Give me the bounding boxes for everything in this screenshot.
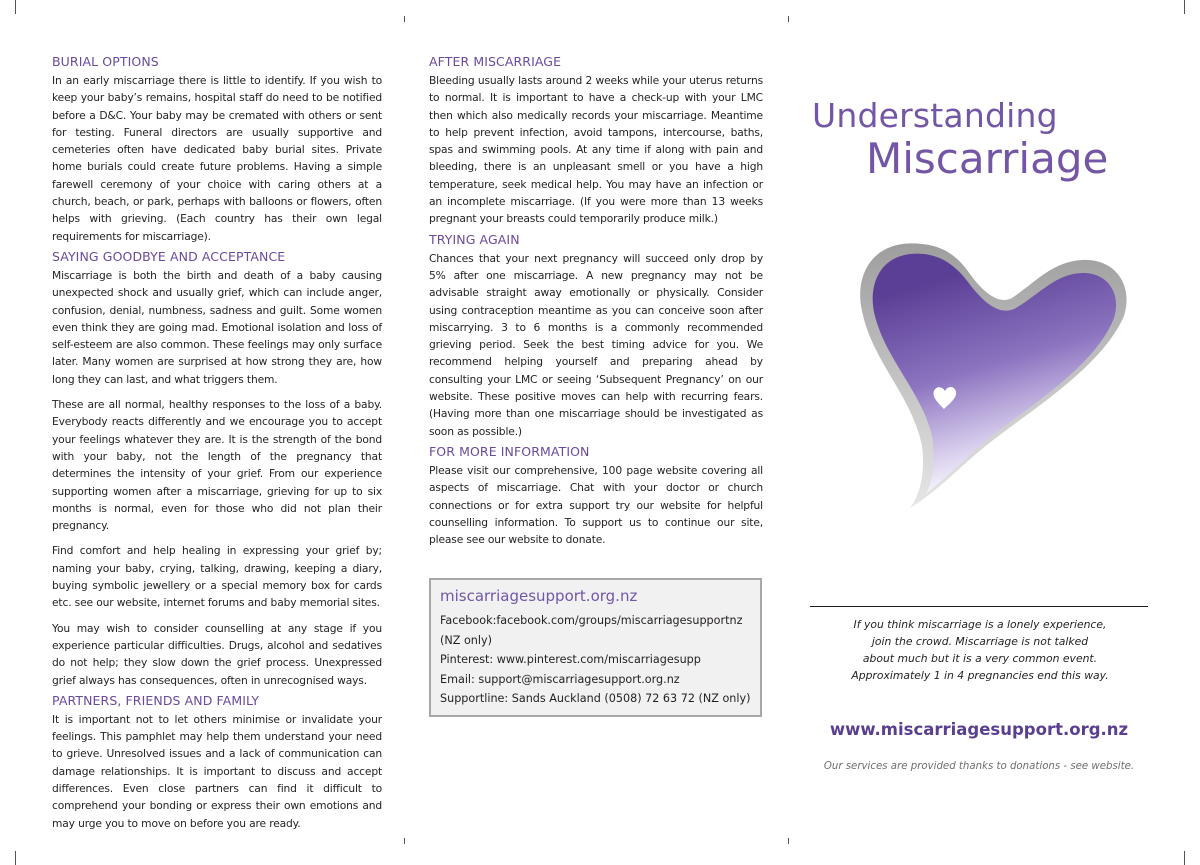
purple-heart-icon <box>852 236 1132 510</box>
crop-mark <box>15 851 16 865</box>
facebook-note: (NZ only) <box>440 633 492 647</box>
facebook-link[interactable]: Facebook:facebook.com/groups/miscarriagesupportnz <box>440 614 743 627</box>
cover-title-line-1: Understanding <box>812 96 1058 135</box>
email-link[interactable]: Email: support@miscarriagesupport.org.nz <box>440 672 680 686</box>
more-info-text: Please visit our comprehensive, 100 page website covering all aspects of miscarriage. Chat with your doctor or church connections or for extra support try our website for helpful counselling information. To support us to continue our site, please see our website to donate. <box>429 463 763 547</box>
burial-options-text: In an early miscarriage there is little to identify. If you wish to keep your baby’s remains, hospital staff do need to be notified before a D&C. Your baby may be cremated with others or sent for testing. Funeral directors are usually supportive and cemeteries often have dedicated baby burial sites. Private home burials could create future problems. Having a simple farewell ceremony of your choice with caring others at a church, beach, or park, perhaps with balloons or flowers, often helps with grieving. (Each country has their own legal requirements for miscarriage). <box>52 74 382 243</box>
after-miscarriage-text: Bleeding usually lasts around 2 weeks while your uterus returns to normal. It is important to have a check-up with your LMC then which also medically records your miscarriage. Meantime to help prevent infection, avoid tampons, intercourse, baths, spas and swimming pools. At any time if along with pain and bleeding, there is an unpleasant smell or you have a high temperature, seek medical help. You may have an infection or an incomplete miscarriage. (If you were more than 13 weeks pregnant your breasts could temporarily produce milk.) <box>429 74 763 226</box>
fold-mark <box>788 16 789 22</box>
goodbye-paragraph-3: Find comfort and help healing in expressing your grief by; naming your baby, crying, talking, drawing, keeping a diary, buying symbolic jewellery or a special memory box for cards etc. see our website, internet forums and baby memorial sites. <box>52 544 382 610</box>
fold-mark <box>788 838 789 844</box>
more-info-heading: FOR MORE INFORMATION <box>429 443 590 459</box>
pinterest-link[interactable]: Pinterest: www.pinterest.com/miscarriagesupp <box>440 653 701 667</box>
quote-line: Approximately 1 in 4 pregnancies end this way. <box>851 669 1109 682</box>
heart-fill <box>873 254 1116 494</box>
fold-mark <box>404 838 405 844</box>
cover-quote <box>815 616 1145 684</box>
cover-title-line-2: Miscarriage <box>866 134 1109 183</box>
donations-note: Our services are provided thanks to donations - see website. <box>823 761 1135 772</box>
goodbye-paragraph-2: These are all normal, healthy responses to the loss of a baby. Everybody reacts differently and we encourage you to accept your feelings whatever they are. It is the strength of the bond with your baby, not the length of the pregnancy that determines the intensity of your grief. From our experience supporting women after a miscarriage, grieving for up to six months is normal, even for those who did not plan their pregnancy. <box>52 398 382 533</box>
contact-site-link[interactable]: miscarriagesupport.org.nz <box>440 587 638 605</box>
quote-line: If you think miscarriage is a lonely experience, <box>853 618 1107 631</box>
burial-options-heading: BURIAL OPTIONS <box>52 54 159 69</box>
quote-line: join the crowd. Miscarriage is not talked <box>871 635 1089 648</box>
goodbye-paragraph-1: Miscarriage is both the birth and death of a baby causing unexpected shock and usually grief, which can include anger, confusion, denial, numbness, sadness and guilt. Some women even think they are going mad. Emotional isolation and loss of self-esteem are also common. These feelings may only surface later. Many women are surprised at how strong they are, how long they can last, and what triggers them. <box>52 268 382 386</box>
quote-divider <box>810 606 1148 607</box>
trying-again-text: Chances that your next pregnancy will succeed only drop by 5% after one miscarriage. A new pregnancy may not be advisable straight away emotionally or physically. Consider using contraception meantime as you can conceive soon after miscarrying. 3 to 6 months is a commonly recommended grieving period. Seek the best timing advice for you. We recommend helping yourself and preparing ahead by consulting your LMC or seeing ‘Subsequent Pregnancy’ on our website. These positive moves can help with recurring fears. (Having more than one miscarriage should be investigated as soon as possible.) <box>429 251 763 438</box>
cover-website-link[interactable]: www.miscarriagesupport.org.nz <box>829 720 1129 739</box>
contact-info-box <box>429 578 762 717</box>
left-column <box>52 54 382 832</box>
after-miscarriage-heading: AFTER MISCARRIAGE <box>429 54 562 69</box>
quote-line: about much but it is a very common event. <box>862 652 1098 665</box>
crop-mark <box>15 0 16 14</box>
partners-heading: PARTNERS, FRIENDS AND FAMILY <box>52 692 260 708</box>
fold-mark <box>404 16 405 22</box>
supportline-text: Supportline: Sands Auckland (0508) 72 63 72 (NZ only) <box>440 692 751 706</box>
crop-mark <box>1184 851 1185 865</box>
trying-again-heading: TRYING AGAIN <box>429 231 520 247</box>
goodbye-paragraph-4: You may wish to consider counselling at any stage if you experience particular difficulties. Drugs, alcohol and sedatives do not help; they slow down the grief process. Unexpressed grief always has consequences, often in unrecognised ways. <box>52 621 382 687</box>
goodbye-heading: SAYING GOODBYE AND ACCEPTANCE <box>52 248 286 264</box>
middle-column <box>429 54 763 548</box>
partners-text: It is important not to let others minimise or invalidate your feelings. This pamphlet may help them understand your need to grieve. Unresolved issues and a lack of communication can damage relationships. It is important to discuss and accept differences. Even close partners can find it difficult to comprehend your bonding or express their own emotions and may urge you to move on before you are ready. <box>52 712 382 830</box>
crop-mark <box>1184 0 1185 14</box>
